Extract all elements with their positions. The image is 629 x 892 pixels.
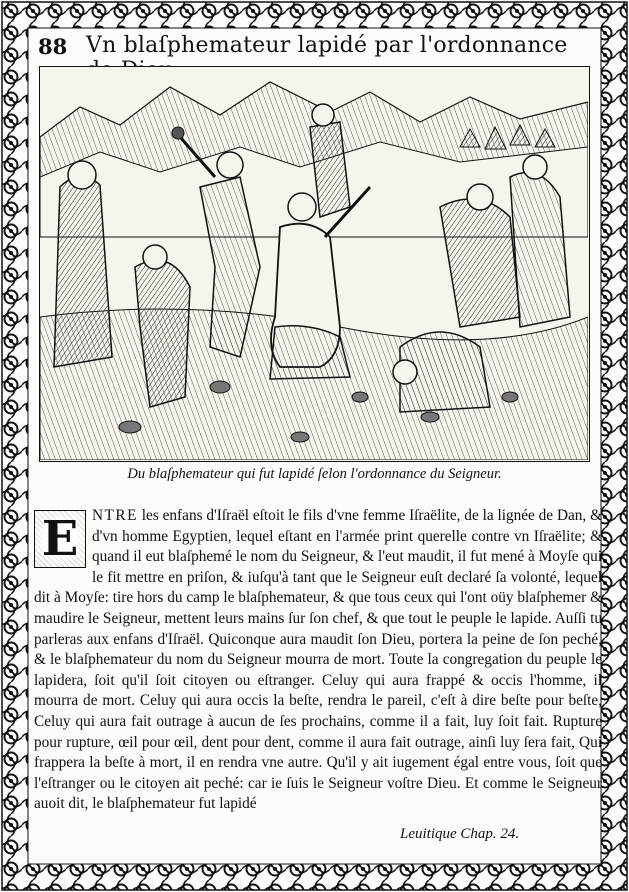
scripture-reference: Leuitique Chap. 24. <box>400 826 520 842</box>
running-title: Vn blaſphemateur lapidé par l'ordonnance <box>86 33 568 58</box>
page-number: 88 <box>38 34 68 59</box>
body-text: les enfans d'Iſraël eſtoit le fils d'vne femme Iſraëlite, de la lignée de Dan, & d'vn homme Egyptien, lequel eſtant en l'armée print querelle contre vn Iſraëlite; & quand il eut blaſphemé le nom du Seigneur, & l'eut maudit, il fut mené à Moyſe qui le fit mettre en priſon, & iuſqu'à tant que le Seigneur euſt declaré ſa volonté, lequel dit à Moyſe: tire hors du camp le blaſphemateur, & que tous ceux qui l'ont oüy blaſphemer & maudire le Seigneur, mettent leurs mains ſur ſon chef, & que tout le peuple le lapide. Auſſi tu parleras aux enfans d'Iſraël. Quiconque aura maudit ſon Dieu, portera la peine de ſon peché, & le blaſphemateur du nom du Seigneur mourra de mort. Toute la congregation du peuple le lapidera, ſoit qu'il ſoit citoyen ou eſtranger. Celuy qui aura frappé & occis l'homme, il mourra de mort. Celuy qui aura occis la beſte, rendra le pareil, c'eſt à dire beſte pour beſte, Celuy qui aura fait outrage à aucun de ſes prochains, comme il a fait, luy ſoit fait. Rupture pour rupture, œil pour œil, dent pour dent, comme il aura fait outrage, ainſi luy ſera fait, Qui frappera la beſte à mort, il en rendra vne autre. Qu'il y ait iugement égal entre vous, ſoit que l'eſtranger ou le citoyen ait peché: car ie ſuis le Seigneur voſtre Dieu. Et comme le Seigneur auoit dit, le blaſphemateur fut lapidé <box>34 507 602 813</box>
decorated-initial <box>34 510 86 568</box>
dropcap-letter: E <box>35 511 85 567</box>
illustration-caption: Du blaſphemateur qui fut lapidé ſelon l'ordonnance du Seigneur. <box>127 466 502 482</box>
stoning-scene-image <box>40 67 588 460</box>
first-word: NTRE <box>92 507 138 524</box>
page-header <box>34 30 594 62</box>
woodcut-illustration <box>39 66 590 462</box>
body-paragraph <box>34 506 602 815</box>
